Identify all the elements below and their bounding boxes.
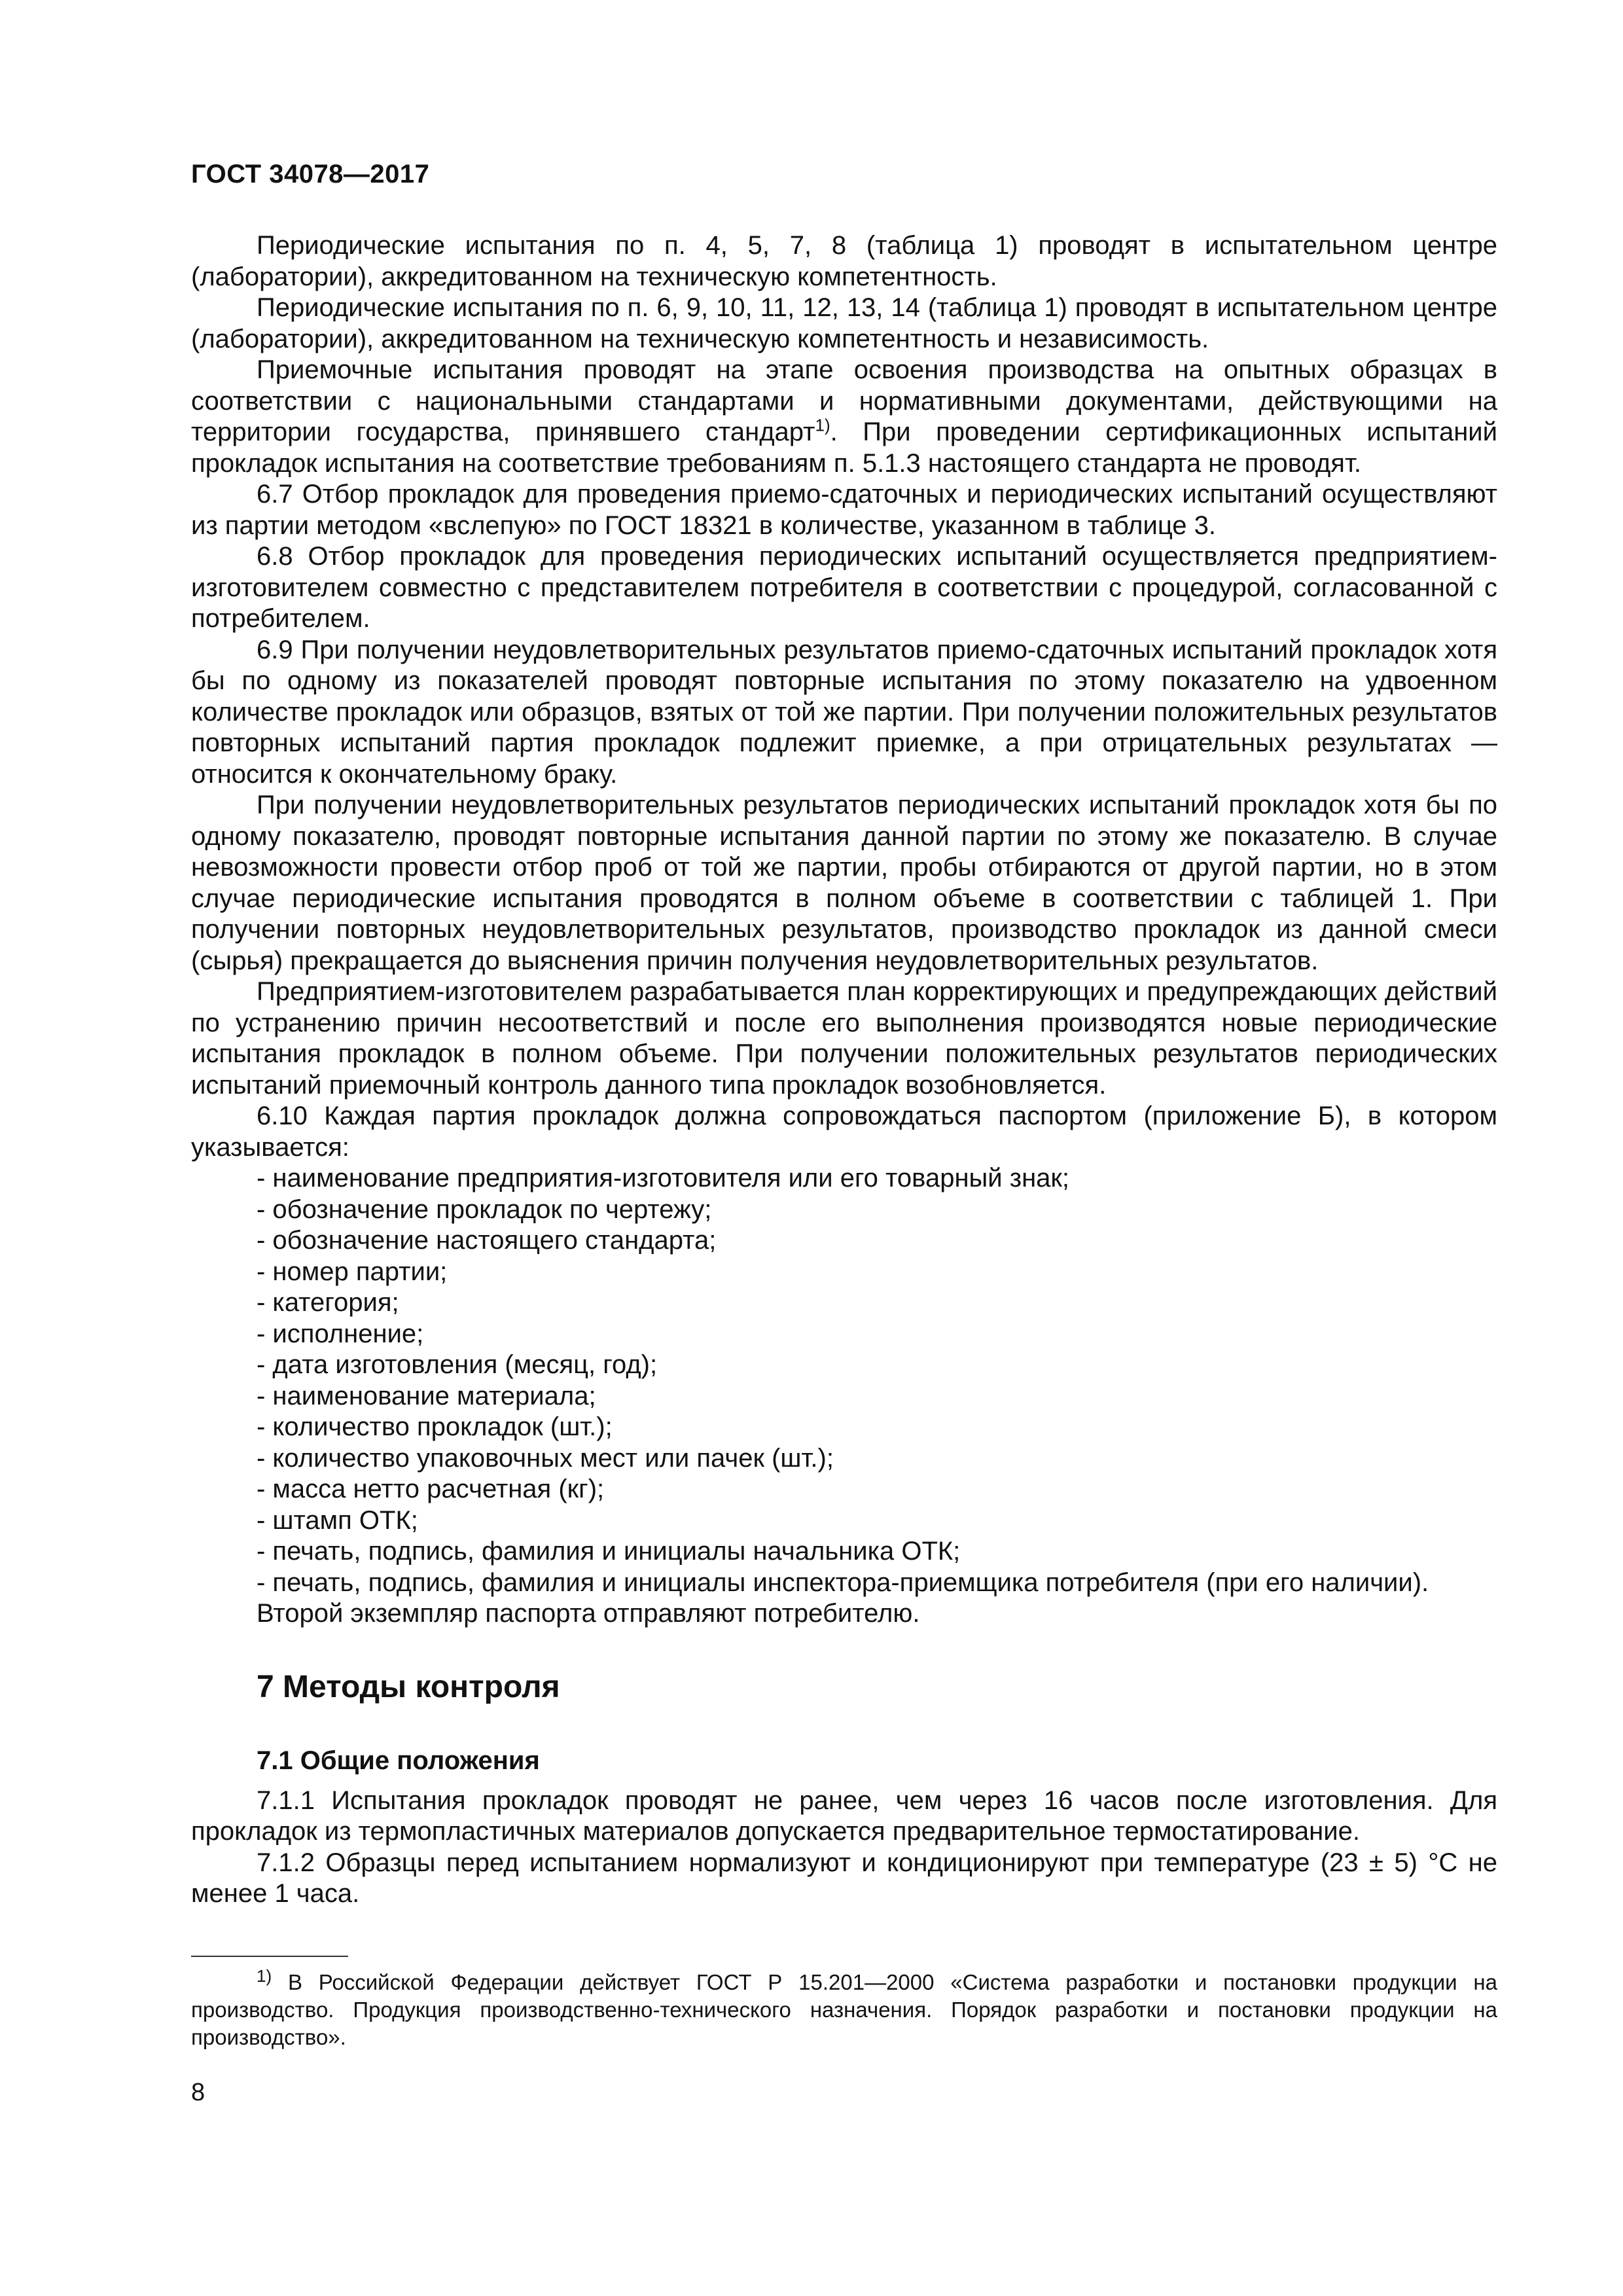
list-item: - печать, подпись, фамилия и инициалы начальника ОТК; — [257, 1537, 961, 1566]
page-body — [191, 230, 1497, 1910]
paragraph-corrective-actions: Предприятием-изготовителем разрабатывается план корректирующих и предупреждающих действий по устранению причин несоответствий и после его выполнения производятся новые периодические испытания прокладок в полном объеме. При получении положительных результатов периодических испытаний приемочный контроль данного типа прокладок возобновляется. — [191, 977, 1497, 1100]
list-item: - наименование материала; — [257, 1381, 596, 1410]
page-number: 8 — [191, 2079, 205, 2106]
list-item: - исполнение; — [257, 1319, 424, 1348]
document-header: ГОСТ 34078—2017 — [191, 160, 430, 188]
list-item: - количество прокладок (шт.); — [257, 1412, 613, 1441]
list-item: - обозначение прокладок по чертежу; — [257, 1194, 712, 1224]
section-7-heading: 7 Методы контроля — [257, 1669, 560, 1704]
list-item: - масса нетто расчетная (кг); — [257, 1475, 605, 1503]
paragraph-6-9: 6.9 При получении неудовлетворительных результатов приемо-сдаточных испытаний прокладок хотя бы по одному из показателей проводят повторные испытания по этому показателю на удвоенном количестве прокладок или образцов, взятых от той же партии. При получении положительных результатов повторных испытаний партия прокладок подлежит приемке, а при отрицательных результатах — относится к окончательному браку. — [191, 635, 1497, 789]
paragraph-7-1-2: 7.1.2 Образцы перед испытанием нормализуют и кондиционируют при температуре (23 ± 5) °С не менее 1 часа. — [191, 1848, 1497, 1908]
list-item: - количество упаковочных мест или пачек (шт.); — [257, 1443, 834, 1473]
footnote — [191, 1966, 1497, 2051]
footnote-divider — [191, 1956, 348, 1957]
list-item: - номер партии; — [257, 1257, 448, 1286]
list-item: Второй экземпляр паспорта отправляют потребителю. — [257, 1599, 920, 1628]
subsection-7-1-heading: 7.1 Общие положения — [257, 1746, 540, 1775]
acceptance-text-start: Приемочные испытания проводят на этапе освоения производства на опытных образцах в соответствии с национальными стандартами и нормативными документами, действующими на территории государства, принявшего стандарт — [191, 355, 1497, 446]
footnote-body — [191, 1966, 1497, 2051]
paragraph-periodic-repeat: При получении неудовлетворительных результатов периодических испытаний прокладок хотя бы по одному показателю, проводят повторные испытания данной партии по этому же показателю. В случае невозможности провести отбор проб от той же партии, пробы отбираются от другой партии, но в этом случае периодические испытания проводятся в полном объеме в соответствии с таблицей 1. При получении повторных неудовлетворительных результатов, производство прокладок из данной смеси (сырья) прекращается до выяснения причин получения неудовлетворительных результатов. — [191, 791, 1497, 975]
paragraph-6-8: 6.8 Отбор прокладок для проведения периодических испытаний осуществляется предприятием-изготовителем совместно с представителем потребителя в соответствии с процедурой, согласованной с потребителем. — [191, 542, 1497, 633]
paragraph-6-10: 6.10 Каждая партия прокладок должна сопровождаться паспортом (приложение Б), в котором указывается: — [191, 1102, 1497, 1162]
paragraph-periodic-tests-2: Периодические испытания по п. 6, 9, 10, 11, 12, 13, 14 (таблица 1) проводят в испытательном центре (лаборатории), аккредитованном на техническую компетентность и независимость. — [191, 293, 1497, 353]
list-item: - категория; — [257, 1288, 399, 1317]
list-item: - обозначение настоящего стандарта; — [257, 1226, 717, 1255]
list-item: - дата изготовления (месяц, год); — [257, 1350, 658, 1379]
list-item: - печать, подпись, фамилия и инициалы инспектора-приемщика потребителя (при его наличии). — [257, 1568, 1429, 1597]
footnote-mark: 1) — [257, 1966, 272, 1986]
paragraph-periodic-tests-1: Периодические испытания по п. 4, 5, 7, 8 (таблица 1) проводят в испытательном центре (лаборатории), аккредитованном на техническую компетентность. — [191, 231, 1497, 291]
list-item: - штамп ОТК; — [257, 1505, 418, 1535]
footnote-text: В Российской Федерации действует ГОСТ Р 15.201—2000 «Система разработки и постановки продукции на производство. Продукция производственно-технического назначения. Порядок разработки и постановки продукции на производство». — [191, 1970, 1497, 2049]
paragraph-6-7: 6.7 Отбор прокладок для проведения приемо-сдаточных и периодических испытаний осуществляют из партии методом «вслепую» по ГОСТ 18321 в количестве, указанном в таблице 3. — [191, 480, 1497, 540]
passport-contents-list — [191, 1163, 1497, 1630]
acceptance-text-end: . При проведении сертификационных испытаний прокладок испытания на соответствие требованиям п. 5.1.3 настоящего стандарта не проводят. — [191, 418, 1497, 478]
paragraph-7-1-1: 7.1.1 Испытания прокладок проводят не ранее, чем через 16 часов после изготовления. Для прокладок из термопластичных материалов допускается предварительное термостатирование. — [191, 1785, 1497, 1846]
list-item: - наименование предприятия-изготовителя или его товарный знак; — [257, 1164, 1070, 1193]
paragraph-acceptance-tests — [191, 355, 1497, 479]
footnote-reference[interactable]: 1) — [815, 415, 830, 435]
